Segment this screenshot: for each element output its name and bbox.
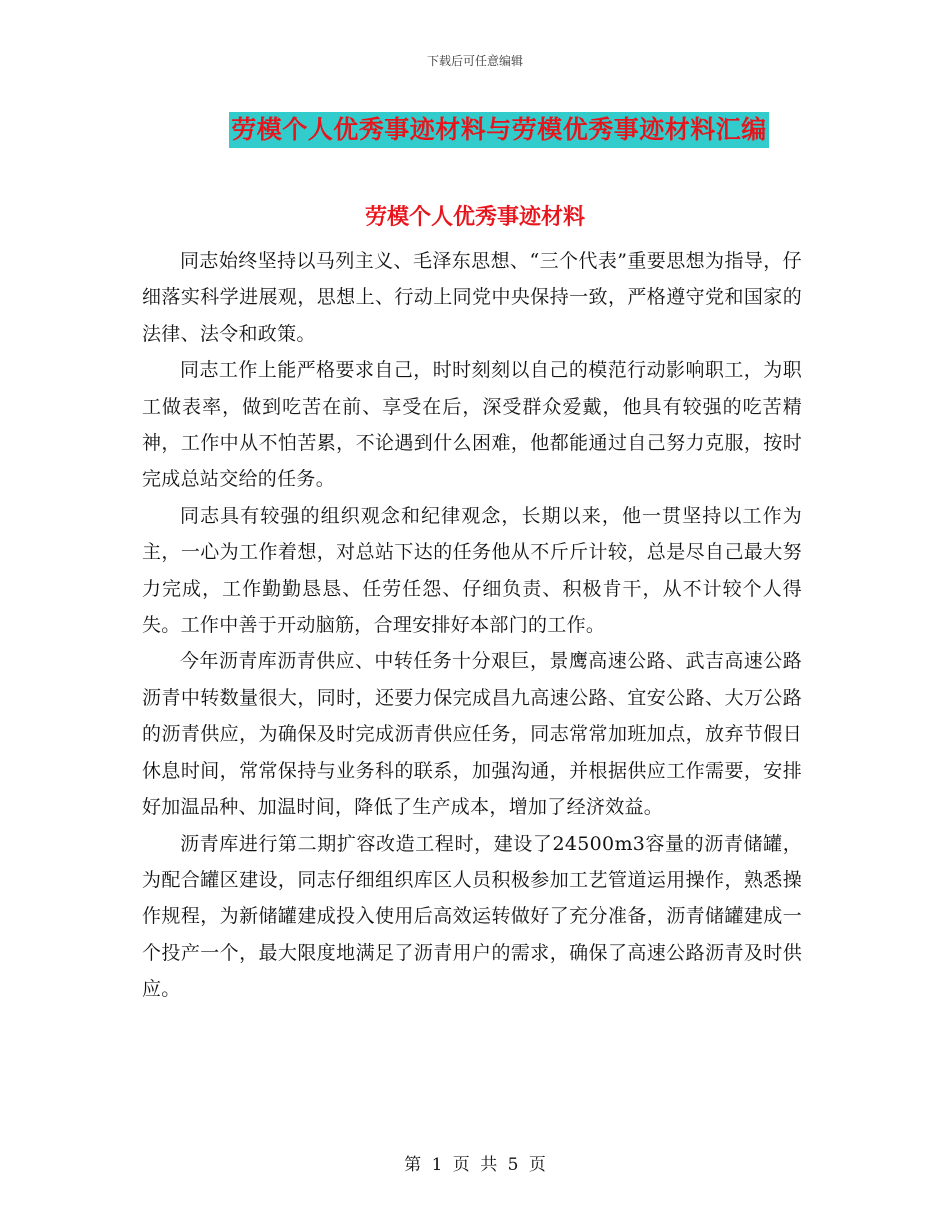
document-title-row — [0, 112, 950, 148]
paragraph: 同志具有较强的组织观念和纪律观念，长期以来，他一贯坚持以工作为主，一心为工作着想，对总站下达的任务他从不斤斤计较，总是尽自己最大努力完成，工作勤勤恳恳、任劳任怨、仔细负责、积极肯干，从不计较个人得失。工作中善于开动脑筋，合理安排好本部门的工作。 — [142, 504, 802, 637]
paragraph: 同志工作上能严格要求自己，时时刻刻以自己的模范行动影响职工，为职工做表率，做到吃苦在前、享受在后，深受群众爱戴，他具有较强的吃苦精神，工作中从不怕苦累，不论遇到什么困难，他都能通过自己努力克服，按时完成总站交给的任务。 — [142, 359, 802, 491]
paragraph: 沥青库进行第二期扩容改造工程时，建设了24500m3容量的沥青储罐，为配合罐区建设，同志仔细组织库区人员积极参加工艺管道运用操作，熟悉操作规程，为新储罐建成投入使用后高效运转做好了充分准备，沥青储罐建成一个投产一个，最大限度地满足了沥青用户的需求，确保了高速公路沥青及时供应。 — [142, 832, 802, 1001]
header-note: 下载后可任意编辑 — [426, 54, 523, 68]
section-title: 劳模个人优秀事迹材料 — [364, 204, 585, 230]
paragraph: 同志始终坚持以马列主义、毛泽东思想、“三个代表”重要思想为指导，仔细落实科学进展观，思想上、行动上同党中央保持一致，严格遵守党和国家的法律、法令和政策。 — [142, 250, 802, 345]
paragraph: 今年沥青库沥青供应、中转任务十分艰巨，景鹰高速公路、武吉高速公路沥青中转数量很大，同时，还要力保完成昌九高速公路、宜安公路、大万公路的沥青供应，为确保及时完成沥青供应任务，同志常常加班加点，放弃节假日休息时间，常常保持与业务科的联系，加强沟通，并根据供应工作需要，安排好加温品种、加温时间，降低了生产成本，增加了经济效益。 — [142, 650, 802, 819]
document-title: 劳模个人优秀事迹材料与劳模优秀事迹材料汇编 — [229, 112, 769, 148]
document-body — [142, 243, 802, 1008]
page-footer: 第 1 页 共 5 页 — [404, 1155, 546, 1175]
